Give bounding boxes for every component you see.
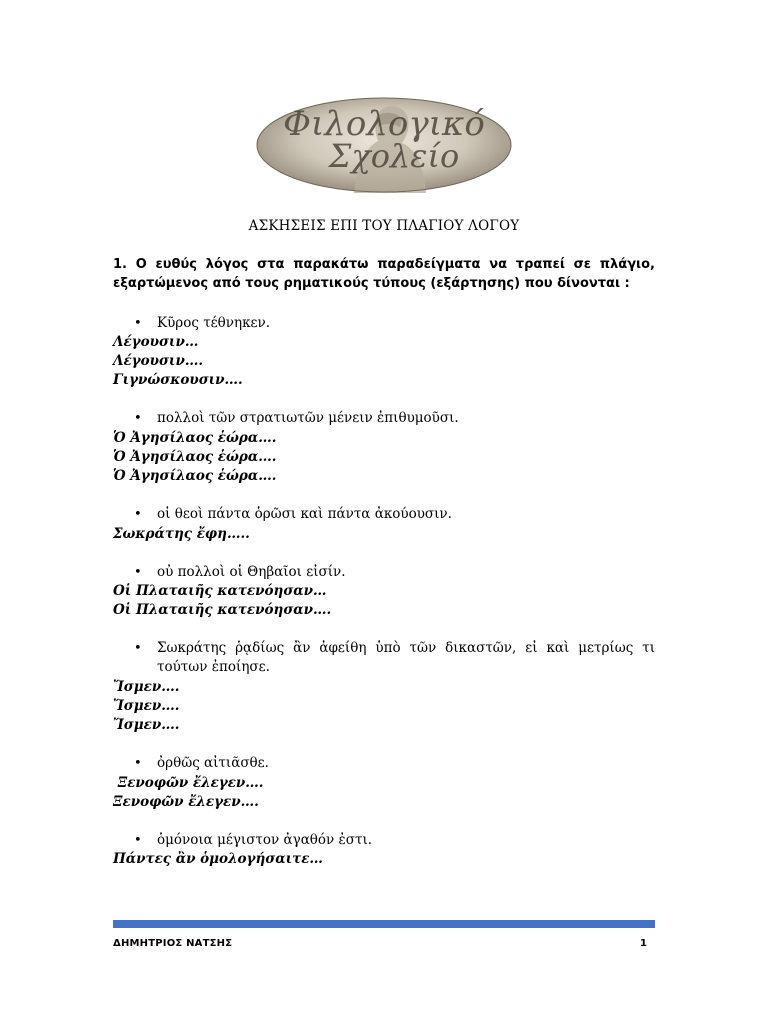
exercise-item	[113, 409, 655, 428]
exercise-sentence: ὁμόνοια μέγιστον ἀγαθόν ἐστι.	[157, 832, 373, 848]
answer-line: Οἱ Πλαταιῆς κατενόησαν…	[113, 583, 327, 599]
logo-text-line2: Σχολείο	[328, 137, 460, 175]
page-number: 1	[640, 938, 647, 949]
answer-line: Ἴσμεν….	[113, 679, 180, 695]
answer-line: Σωκράτης ἔφη…..	[113, 526, 250, 542]
footer-author: ΔΗΜΗΤΡΙΟΣ ΝΑΤΣΗΣ	[113, 938, 233, 949]
bullet-icon: •	[134, 316, 142, 331]
logo-text-line1: Φιλολογικό	[283, 104, 485, 144]
answer-line: Λέγουσιν…	[113, 334, 199, 350]
exercise-sentence: οἱ θεοὶ πάντα ὁρῶσι καὶ πάντα ἀκούουσιν.	[157, 506, 452, 522]
bullet-icon: •	[134, 565, 142, 580]
instructions: 1. Ο ευθύς λόγος στα παρακάτω παραδείγματα να τραπεί σε πλάγιο, εξαρτώμενος από τους ρηματικούς τύπους (εξάρτησης) που δίνονται :	[113, 257, 655, 291]
answer-line: Γιγνώσκουσιν….	[113, 372, 243, 388]
page-title: ΑΣΚΗΣΕΙΣ ΕΠΙ ΤΟΥ ΠΛΑΓΙΟΥ ΛΟΓΟΥ	[248, 218, 520, 234]
bullet-icon: •	[134, 641, 142, 656]
answer-line: Πάντες ἂν ὁμολογήσαιτε…	[113, 851, 323, 867]
exercise-sentence: Σωκράτης ῥᾳδίως ἂν ἀφείθη ὑπὸ τῶν δικαστῶν, εἰ καὶ μετρίως τι τούτων ἐποίησε.	[157, 640, 655, 675]
exercise-sentence: ὀρθῶς αἰτιᾶσθε.	[157, 755, 269, 771]
answer-line: Οἱ Πλαταιῆς κατενόησαν….	[113, 602, 332, 618]
exercise-sentence: Κῦρος τέθνηκεν.	[157, 315, 271, 331]
exercise-item	[113, 505, 655, 524]
answer-line: Ξενοφῶν ἔλεγεν….	[113, 794, 259, 810]
answer-line: Ξενοφῶν ἔλεγεν….	[113, 775, 264, 791]
answer-line: Ἴσμεν….	[113, 717, 180, 733]
footer-divider	[113, 920, 655, 928]
answer-line: Ὁ Ἀγησίλαος ἑώρα….	[113, 449, 277, 465]
exercise-sentence: οὐ πολλοὶ οἱ Θηβαῖοι εἰσίν.	[157, 564, 346, 580]
bullet-icon: •	[134, 411, 142, 426]
exercise-item	[113, 314, 655, 333]
exercise-item	[113, 831, 655, 850]
bullet-icon: •	[134, 507, 142, 522]
answer-line: Ἴσμεν….	[113, 698, 180, 714]
exercise-sentence: πολλοὶ τῶν στρατιωτῶν μένειν ἐπιθυμοῦσι.	[157, 410, 459, 426]
exercise-item	[113, 563, 655, 582]
exercise-item	[113, 754, 655, 773]
exercise-item	[113, 639, 655, 677]
logo	[256, 97, 512, 193]
answer-line: Λέγουσιν….	[113, 353, 204, 369]
bullet-icon: •	[134, 756, 142, 771]
bullet-icon: •	[134, 833, 142, 848]
answer-line: Ὁ Ἀγησίλαος ἑώρα….	[113, 430, 277, 446]
answer-line: Ὁ Ἀγησίλαος ἑώρα….	[113, 468, 277, 484]
